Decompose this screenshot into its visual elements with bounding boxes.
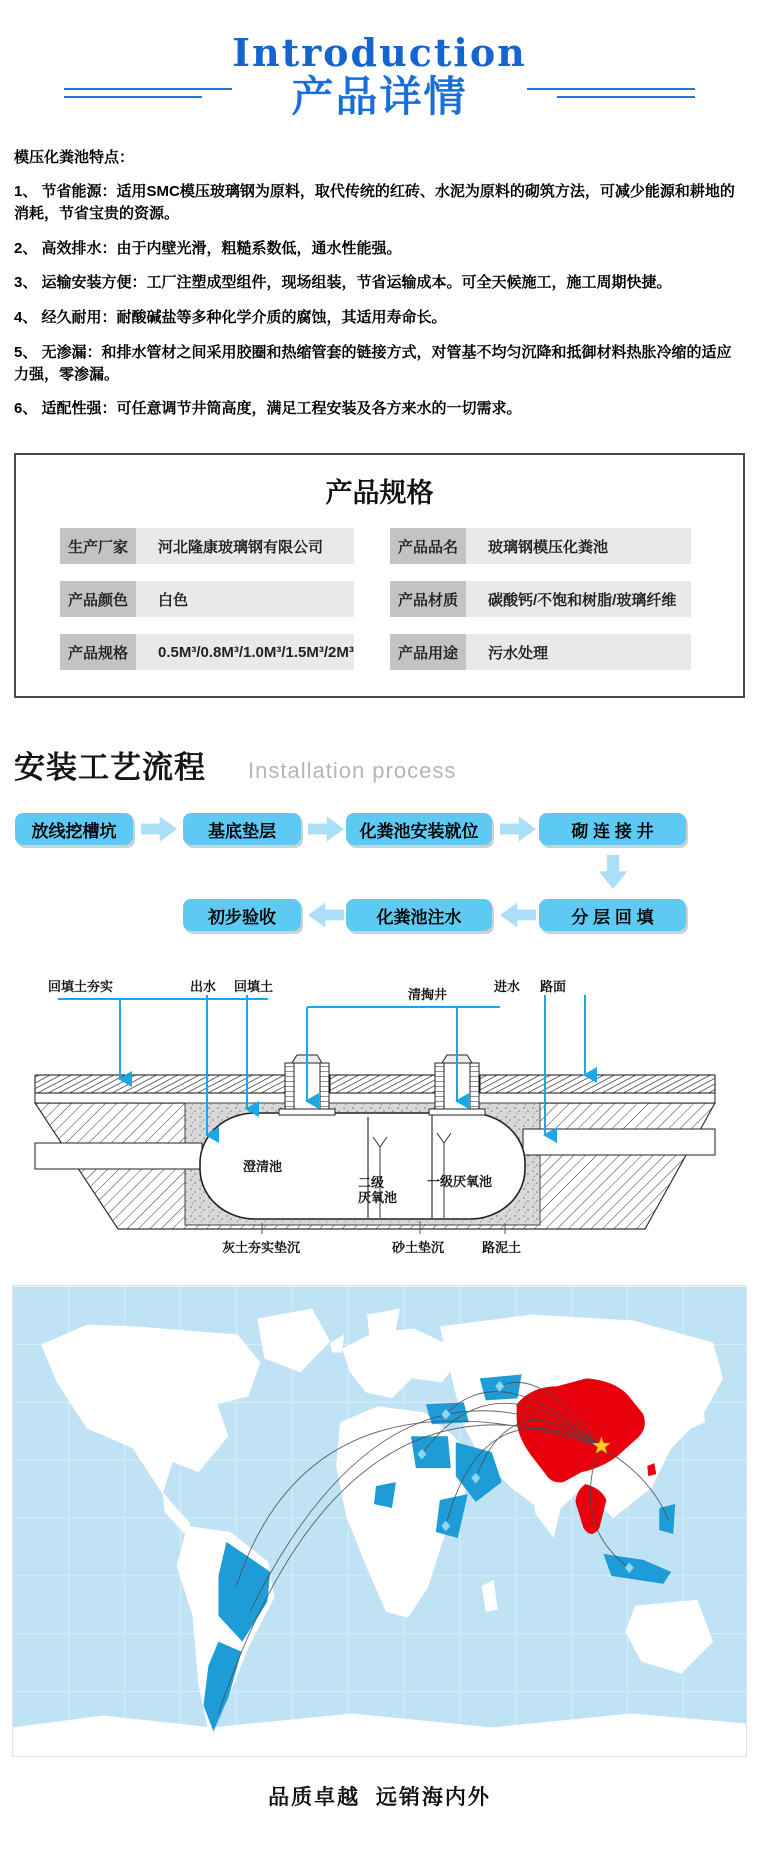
- outlet-pipe: [35, 1143, 202, 1169]
- spec-label: 产品材质: [390, 581, 466, 617]
- arrow-right-icon: [308, 814, 344, 844]
- chamber-label-secondary-line2: 厌氧池: [358, 1189, 398, 1205]
- chamber-label-secondary-line1: 二级: [358, 1175, 385, 1190]
- arrow-down-icon: [596, 855, 630, 889]
- feature-item: 2、 高效排水：由于内壁光滑，粗糙系数低，通水性能强。: [14, 239, 402, 257]
- world-map: [13, 1286, 746, 1751]
- arrow-left-icon: [308, 900, 344, 930]
- chamber-label-secondary: [358, 1176, 397, 1206]
- installation-cross-section: [0, 971, 759, 1271]
- chamber-label-primary: 一级厌氧池: [427, 1174, 493, 1189]
- spec-value: 碳酸钙/不饱和树脂/玻璃纤维: [466, 581, 691, 617]
- spec-label: 生产厂家: [60, 528, 136, 564]
- installation-flowchart: [0, 805, 759, 965]
- spec-row: [60, 528, 699, 564]
- diagram-label-road-soil: 路泥土: [482, 1240, 522, 1255]
- export-map: [12, 1285, 747, 1757]
- arrow-right-icon: [500, 814, 536, 844]
- diagram-label-lime-bed: 灰土夯实垫沉: [222, 1240, 301, 1255]
- page-title-en: Introduction: [232, 30, 527, 75]
- feature-heading: 模压化粪池特点：: [14, 149, 135, 166]
- flow-step: 化粪池注水: [346, 899, 492, 931]
- flow-step: 初步验收: [183, 899, 301, 931]
- spec-label: 产品规格: [60, 634, 136, 670]
- inlet-pipe: [523, 1129, 715, 1155]
- header-divider-left: [64, 88, 232, 100]
- feature-item: 3、 运输安装方便：工厂注塑成型组件，现场组装，节省运输成本。可全天候施工，施工周期快捷。: [14, 274, 672, 292]
- flow-step: 放线挖槽坑: [15, 813, 133, 845]
- page-title-zh: 产品详情: [291, 73, 468, 120]
- diagram-label-backfill-compact: 回填土夯实: [48, 979, 114, 994]
- spec-table-title: 产品规格: [325, 478, 434, 508]
- spec-label: 产品用途: [390, 634, 466, 670]
- flow-step: 化粪池安装就位: [346, 813, 492, 845]
- feature-item: 1、 节省能源：适用SMC模压玻璃钢为原料，取代传统的红砖、水泥为原料的砌筑方法，可减少能源和耕地的消耗，节省宝贵的资源。: [14, 183, 735, 222]
- arrow-right-icon: [141, 814, 177, 844]
- arrow-left-icon: [500, 900, 536, 930]
- spec-value: 0.5M³/0.8M³/1.0M³/1.5M³/2M³: [136, 634, 354, 670]
- feature-item: 5、 无渗漏：和排水管材之间采用胶圈和热缩管套的链接方式，对管基不均匀沉降和抵御材料热胀冷缩的适应力强，零渗漏。: [14, 343, 732, 383]
- feature-item: 4、 经久耐用：耐酸碱盐等多种化学介质的腐蚀，其适用寿命长。: [14, 309, 447, 326]
- process-heading-zh: 安装工艺流程: [14, 750, 206, 785]
- country-philippines: [659, 1504, 675, 1534]
- diagram-label-backfill: 回填土: [234, 979, 274, 994]
- spec-value: 白色: [136, 581, 354, 617]
- spec-table: [14, 453, 745, 698]
- feature-item: 6、 适配性强：可任意调节井筒高度，满足工程安装及各方来水的一切需求。: [14, 400, 522, 418]
- process-section-heading: [0, 724, 759, 791]
- spec-value: 河北隆康玻璃钢有限公司: [136, 528, 354, 564]
- spec-row: [60, 634, 699, 670]
- flow-step: 基底垫层: [183, 813, 301, 845]
- diagram-label-road: 路面: [540, 979, 567, 994]
- diagram-label-outlet: 出水: [190, 979, 217, 994]
- road-strip: [330, 1075, 435, 1093]
- cross-section-drawing: [0, 971, 759, 1271]
- process-heading-en: Installation process: [248, 758, 457, 783]
- header-divider-right: [527, 88, 695, 100]
- page-header: [0, 0, 759, 140]
- spec-label: 产品品名: [390, 528, 466, 564]
- diagram-label-sand-bed: 砂土垫沉: [392, 1240, 445, 1255]
- spec-value: 污水处理: [466, 634, 691, 670]
- country-egypt: [411, 1436, 451, 1468]
- chamber-label-clarify: 澄清池: [243, 1159, 283, 1174]
- spec-value: 玻璃钢模压化粪池: [466, 528, 691, 564]
- spec-row: [60, 581, 699, 617]
- flow-step: 砌 连 接 井: [539, 813, 686, 845]
- flow-step: 分 层 回 填: [539, 899, 686, 931]
- diagram-label-inlet: 进水: [494, 979, 521, 994]
- road-strip: [480, 1075, 715, 1093]
- spec-label: 产品颜色: [60, 581, 136, 617]
- map-caption: 品质卓越 远销海内外: [268, 1786, 491, 1809]
- feature-list: [0, 140, 759, 443]
- diagram-label-cleanout-well: 清掏井: [408, 987, 448, 1002]
